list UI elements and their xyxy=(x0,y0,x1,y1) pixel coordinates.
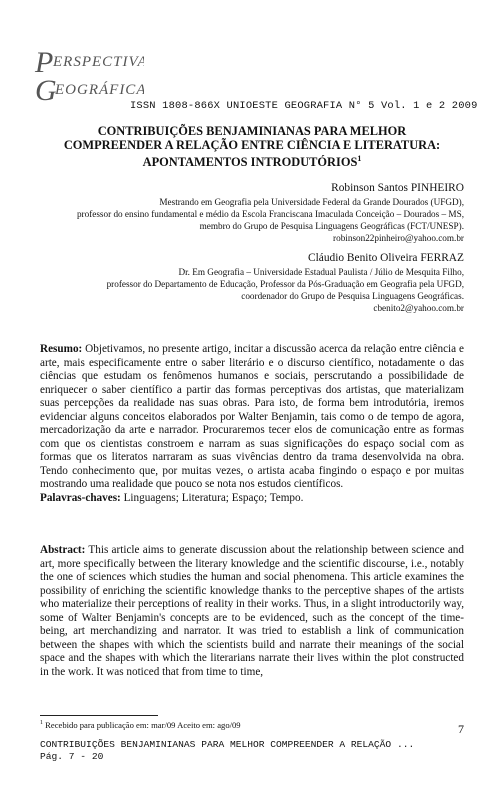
svg-text:G: G xyxy=(35,74,57,104)
author-affiliation: Dr. Em Geografia – Universidade Estadual Paulista / Júlio de Mesquita Filho, xyxy=(178,267,464,277)
resumo-section xyxy=(40,343,464,505)
journal-logo xyxy=(34,44,144,104)
footnote-text: Recebido para publicação em: mar/09 Aceito em: ago/09 xyxy=(45,720,241,730)
author-affiliation: professor do ensino fundamental e médio da Escola Franciscana Imaculada Conceição – Dourados – MS, xyxy=(76,209,464,219)
running-footer-title: CONTRIBUIÇÕES BENJAMINIANAS PARA MELHOR COMPREENDER A RELAÇÃO ... xyxy=(40,739,415,750)
resumo-text: Objetivamos, no presente artigo, incitar a discussão acerca da relação entre ciência e arte, mais especificamente entre o saber literário e o discurso científico, notadamente o das ciências que estudam os fenômenos humanos e sociais, perscrutando a possibilidade de enriquecer o saber científico a partir das formas perceptivas dos artistas, que materializam suas percepções da realidade nas suas obras. Para isto, de forma bem introdutória, iremos evidenciar alguns conceitos elaborados por Walter Benjamin, tais como o de tempo de agora, mercadorização da arte e narrador. Procuraremos tecer elos de comunicação entre as formas com que os cientistas constroem e narram as suas significações do espaço social com as formas que os literatos narraram as suas vivências dentro da trama desenvolvida na obra. Tendo conhecimento que, por muitas vezes, o artista acaba fingindo o espaço e por muitas mostrando uma realidade que pouco se nota nos estudos científicos. xyxy=(40,343,464,490)
abstract-text: This article aims to generate discussion about the relationship between science and art, more specifically between the literary knowledge and the scientific discourse, i.e., notably the one of sciences which studies the human and social phenomena. This article examines the possibility of enriching the scientific knowledge thanks to the perceptive shapes of the artists who materialize their perceptions of reality in their works. Thus, in a slight introductorily way, some of Walter Benjamin's concepts are to be evidenced, such as the concept of the time-being, art merchandizing and narrator. It was tried to establish a link of communication between the shapes with which the scientists build and narrate their meanings of the social space and the shapes with which the literarians narrate their lives within the plot constructed in the work. It was noticed that from time to time, xyxy=(40,544,464,678)
author-affiliation: professor do Departamento de Educação, Professor da Pós-Graduação em Geografia pela UFGD, xyxy=(106,279,464,289)
resumo-label: Resumo: xyxy=(40,343,83,355)
page-number: 7 xyxy=(458,722,464,736)
author-email[interactable]: robinson22pinheiro@yahoo.com.br xyxy=(333,233,464,243)
title-line: CONTRIBUIÇÕES BENJAMINIANAS PARA MELHOR xyxy=(97,124,407,138)
svg-text:ERSPECTIVA: ERSPECTIVA xyxy=(53,54,144,70)
journal-issn-line: ISSN 1808-866X UNIOESTE GEOGRAFIA N° 5 Vol. 1 e 2 2009 xyxy=(130,100,478,112)
article-title xyxy=(40,124,464,169)
footnote xyxy=(40,720,241,730)
svg-text:EOGRÁFICA: EOGRÁFICA xyxy=(55,82,144,98)
title-footnote-mark: 1 xyxy=(357,154,362,163)
title-line: APONTAMENTOS INTRODUTÓRIOS$^1$ xyxy=(142,154,362,170)
author-affiliation: Mestrando em Geografia pela Universidade Federal da Grande Dourados (UFGD), xyxy=(159,197,464,207)
running-footer xyxy=(40,739,414,762)
author-affiliation: membro do Grupo de Pesquisa Linguagens Geográficas (FCT/UNESP). xyxy=(199,221,464,231)
abstract-label: Abstract: xyxy=(40,544,86,556)
running-footer-pages: Pág. 7 - 20 xyxy=(40,750,104,762)
keywords-label: Palavras-chaves: xyxy=(40,491,121,504)
footnote-divider xyxy=(40,715,158,716)
author-email[interactable]: cbenito2@yahoo.com.br xyxy=(373,303,464,313)
journal-logo-graphic xyxy=(34,44,144,104)
author-affiliation: coordenador do Grupo de Pesquisa Linguagens Geográficas. xyxy=(241,291,464,301)
footnote-mark: 1 xyxy=(40,720,43,727)
author-name: Cláudio Benito Oliveira FERRAZ xyxy=(308,252,464,264)
author-block xyxy=(24,181,464,244)
author-block xyxy=(24,251,464,314)
abstract-section xyxy=(40,544,464,679)
svg-text:P: P xyxy=(35,46,54,79)
title-line: COMPREENDER A RELAÇÃO ENTRE CIÊNCIA E LITERATURA: xyxy=(63,138,441,152)
keywords-text: Linguagens; Literatura; Espaço; Tempo. xyxy=(123,491,304,504)
author-name: Robinson Santos PINHEIRO xyxy=(331,182,464,194)
